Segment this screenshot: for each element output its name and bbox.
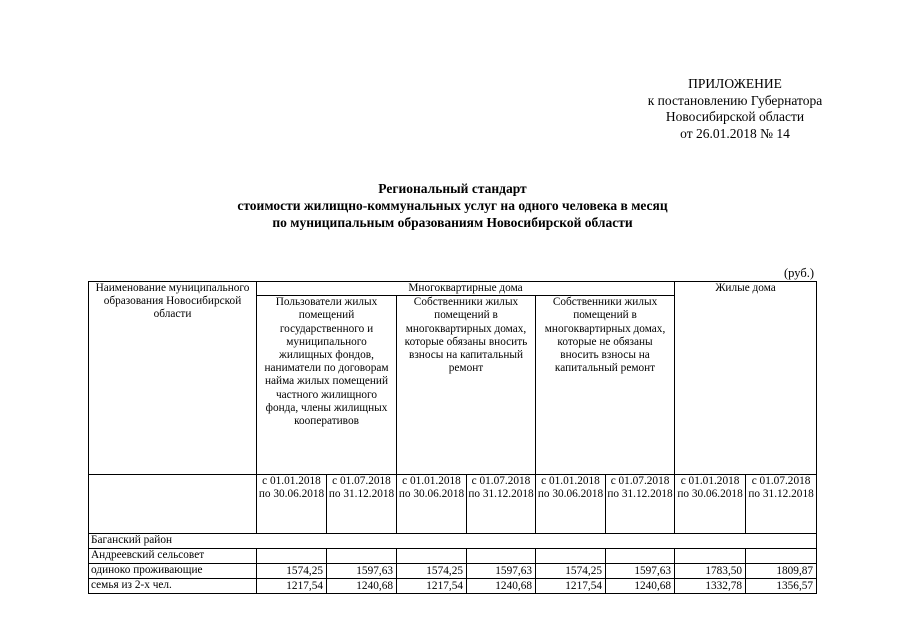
value-cell: 1574,25	[257, 564, 327, 579]
appendix-label: ПРИЛОЖЕНИЕ	[688, 76, 782, 91]
empty-cell	[467, 549, 536, 564]
table-row	[89, 579, 817, 594]
period-cell: с 01.01.2018 по 30.06.2018	[397, 475, 467, 534]
value-cell: 1217,54	[397, 579, 467, 594]
value-cell: 1240,68	[467, 579, 536, 594]
header-row-1	[89, 282, 817, 296]
empty-cell	[675, 549, 746, 564]
value-cell: 1809,87	[746, 564, 817, 579]
value-cell: 1217,54	[257, 579, 327, 594]
value-cell: 1597,63	[327, 564, 397, 579]
empty-cell	[397, 549, 467, 564]
appendix-header	[600, 76, 870, 142]
table-row-settlement	[89, 549, 817, 564]
value-cell: 1240,68	[327, 579, 397, 594]
value-cell: 1574,25	[397, 564, 467, 579]
group-header-apartment: Многоквартирные дома	[257, 282, 675, 296]
currency-unit: (руб.)	[784, 266, 814, 280]
value-cell: 1217,54	[536, 579, 606, 594]
title-line-2: стоимости жилищно-коммунальных услуг на одного человека в месяц	[237, 198, 668, 213]
period-cell: с 01.01.2018 по 30.06.2018	[257, 475, 327, 534]
period-cell: с 01.07.2018 по 31.12.2018	[606, 475, 675, 534]
empty-cell	[746, 549, 817, 564]
value-cell: 1356,57	[746, 579, 817, 594]
appendix-region: Новосибирской области	[665, 109, 805, 124]
period-cell: с 01.01.2018 по 30.06.2018	[536, 475, 606, 534]
period-cell: с 01.07.2018 по 31.12.2018	[327, 475, 397, 534]
period-cell: с 01.01.2018 по 30.06.2018	[675, 475, 746, 534]
period-cell: с 01.07.2018 по 31.12.2018	[746, 475, 817, 534]
value-cell: 1332,78	[675, 579, 746, 594]
housing-cost-table	[88, 281, 817, 594]
appendix-date-number: от 26.01.2018 № 14	[680, 125, 790, 141]
table-row	[89, 564, 817, 579]
empty-cell	[536, 549, 606, 564]
subgroup-header-owners-obliged: Собственники жилых помещений в многоквартирных домах, которые обязаны вносить взносы на капитальный ремонт	[397, 296, 536, 475]
subgroup-header-owners-not-obliged: Собственники жилых помещений в многоквартирных домах, которые не обязаны вносить взносы на капитальный ремонт	[536, 296, 675, 475]
document-title	[130, 180, 775, 231]
period-name-blank	[89, 475, 257, 534]
title-line-3: по муниципальным образованиям Новосибирской области	[272, 215, 633, 230]
empty-cell	[327, 549, 397, 564]
period-cell: с 01.07.2018 по 31.12.2018	[467, 475, 536, 534]
district-name: Баганский район	[89, 534, 817, 549]
value-cell: 1597,63	[467, 564, 536, 579]
row-label: одиноко проживающие	[89, 564, 257, 579]
title-line-1: Региональный стандарт	[378, 181, 527, 196]
header-row-periods	[89, 475, 817, 534]
group-header-houses: Жилые дома	[675, 282, 817, 475]
col-header-name: Наименование муниципального образования Новосибирской области	[89, 282, 257, 475]
empty-cell	[257, 549, 327, 564]
row-label: семья из 2-х чел.	[89, 579, 257, 594]
value-cell: 1597,63	[606, 564, 675, 579]
settlement-name: Андреевский сельсовет	[89, 549, 257, 564]
value-cell: 1240,68	[606, 579, 675, 594]
appendix-reference: к постановлению Губернатора	[647, 92, 823, 108]
subgroup-header-users: Пользователи жилых помещений государственного и муниципального жилищных фондов, наниматели по договорам найма жилых помещений частного жилищного фонда, члены жилищных кооперативов	[257, 296, 397, 475]
empty-cell	[606, 549, 675, 564]
table-row-district	[89, 534, 817, 549]
value-cell: 1783,50	[675, 564, 746, 579]
value-cell: 1574,25	[536, 564, 606, 579]
